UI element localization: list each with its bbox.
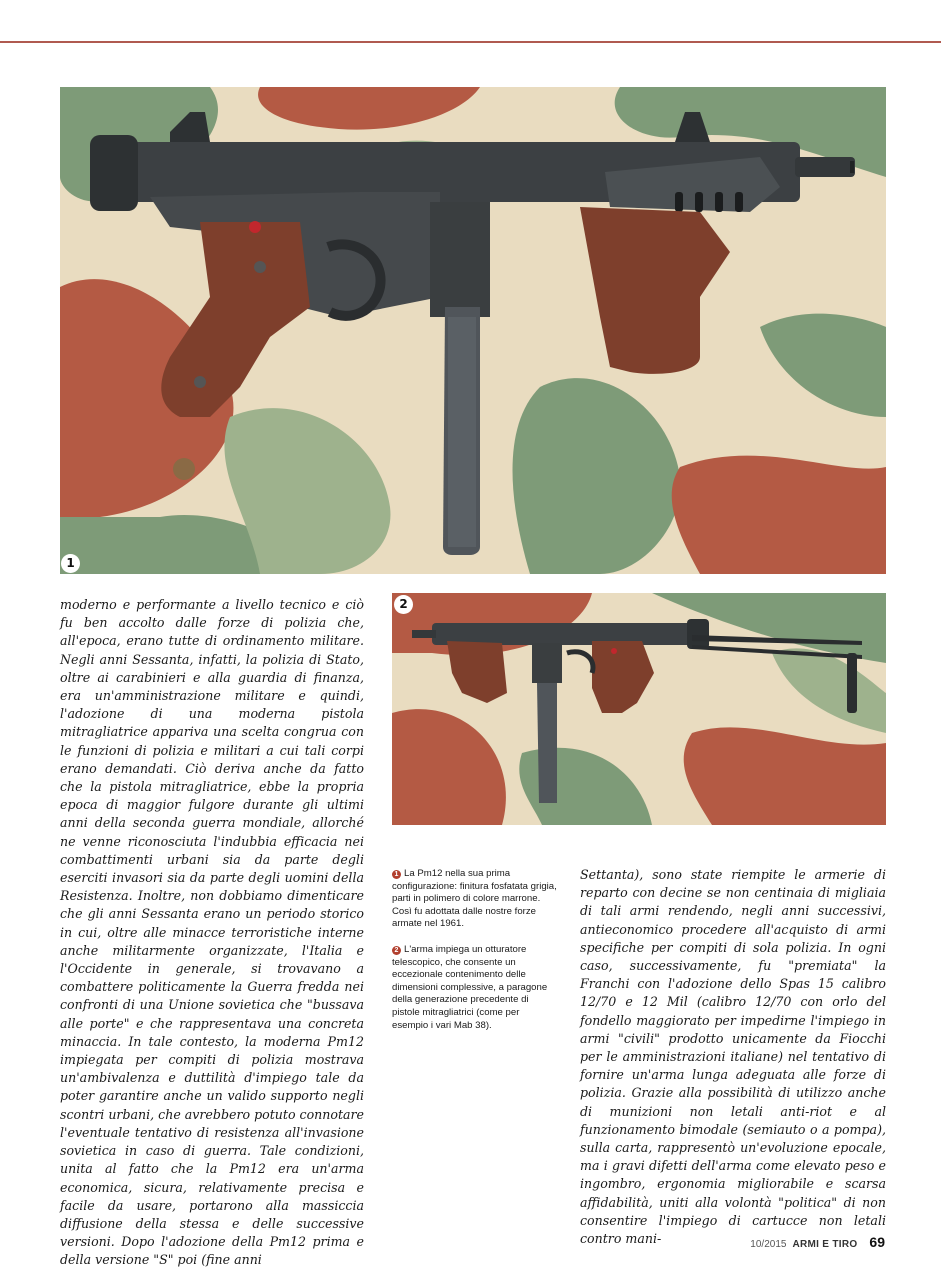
page-number: 69 [869,1234,885,1250]
figure-number-1: 1 [61,554,80,573]
caption-1-text: La Pm12 nella sua prima configurazione: finitura fosfatata grigia, parti in polimero di colore marrone. Così fu adottata dalle nostre forze armate nel 1961. [392,868,557,930]
photo-pm12-stock-extended [392,593,886,825]
figure-number-2: 2 [394,595,413,614]
caption-2-marker: 2 [392,946,401,955]
body-text-right-column: Settanta), sono state riempite le armerie di reparto con decine se non centinaia di migliaia di tali armi rendendo, negli anni successivi, antieconomico procedere all'acquisto di armi specifiche per compiti di sola polizia. In ogni caso, successivamente, fu "premiata" la Franchi con l'adozione dello Spas 15 calibro 12/70 e 12 Mil (calibro 12/70 con orlo del fondello maggiorato per impedirne l'impiego in armi "civili" prodotto unicamente da Fiocchi per le amministrazioni italiane) nel tentativo di fornire un'arma lunga adeguata alle forze di polizia. Grazie alla possibilità di utilizzo anche di munizioni non letali anti-riot e al funzionamento bimodale (semiauto o a pompa), sulla carta, rappresentò un'evoluzione epocale, ma i gravi difetti dell'arma come elevato peso e ingombro, ergonomia migliorabile e scarsa affidabilità, uniti alla volontà "politica" di non consentire l'impiego di cartucce non letali contro mani- [580,867,886,1247]
caption-1-marker: 1 [392,870,401,879]
caption-1 [392,868,558,931]
photo-pm12-side-view [60,87,886,574]
caption-2 [392,944,558,1032]
caption-2-text: L'arma impiega un otturatore telescopico, che consente un eccezionale contenimento delle dimensioni complessive, a paragone della generazione precedente di pistole mitragliatrici (come per esempio i vari Mab 38). [392,943,548,1031]
page-footer [750,1234,885,1250]
pm12-illustration [60,87,886,574]
footer-issue: 10/2015 [750,1239,787,1250]
pm12-stock-illustration [392,593,886,825]
body-text-left-column: moderno e performante a livello tecnico e ciò fu ben accolto dalle forze di polizia che, all'epoca, erano tutte di ordinamento militare. Negli anni Sessanta, infatti, la polizia di Stato, oltre ai carabinieri e alla guardia di finanza, era un'amministrazione militare e quindi, l'adozione di una moderna pistola mitragliatrice appariva una scelta congrua con le funzioni di polizia e militari a cui tali corpi erano demandati. Ciò deriva anche da fatto che la pistola mitragliatrice, ebbe la propria epoca di maggior fulgore durante gli ultimi anni della seconda guerra mondiale, allorché ne venne riconosciuta l'indubbia efficacia nei combattimenti urbani sia da parte degli eserciti invasori sia da parte degli uomini della Resistenza. Inoltre, non dobbiamo dimenticare che gli anni Sessanta erano un periodo storico in cui, oltre alle minacce terroristiche interne anche militarmente organizzate, l'Italia e l'Occidente in generale, si trovavano a combattere politicamente la Guerra fredda nei confronti di una Unione sovietica che "bussava alle porte" e che rappresentava una concreta minaccia. In tale contesto, la moderna Pm12 impiegata per compiti di polizia mostrava un'ambivalenza e duttilità d'impiego tale da poter garantire anche un valido supporto negli scontri urbani, che avrebbero potuto connotare l'eventuale tentativo di resistenza all'invasione sovietica in caso di guerra. Tale condizioni, unita al fatto che la Pm12 era un'arma economica, sicura, relativamente precisa e facile da usare, portarono alla massiccia diffusione della stessa e delle successive versioni. Dopo l'adozione della Pm12 prima e della versione "S" poi (fine anni [60,597,365,1268]
top-rule [0,41,941,43]
footer-magazine-name: ARMI E TIRO [792,1239,858,1250]
figure-captions [392,868,558,1045]
